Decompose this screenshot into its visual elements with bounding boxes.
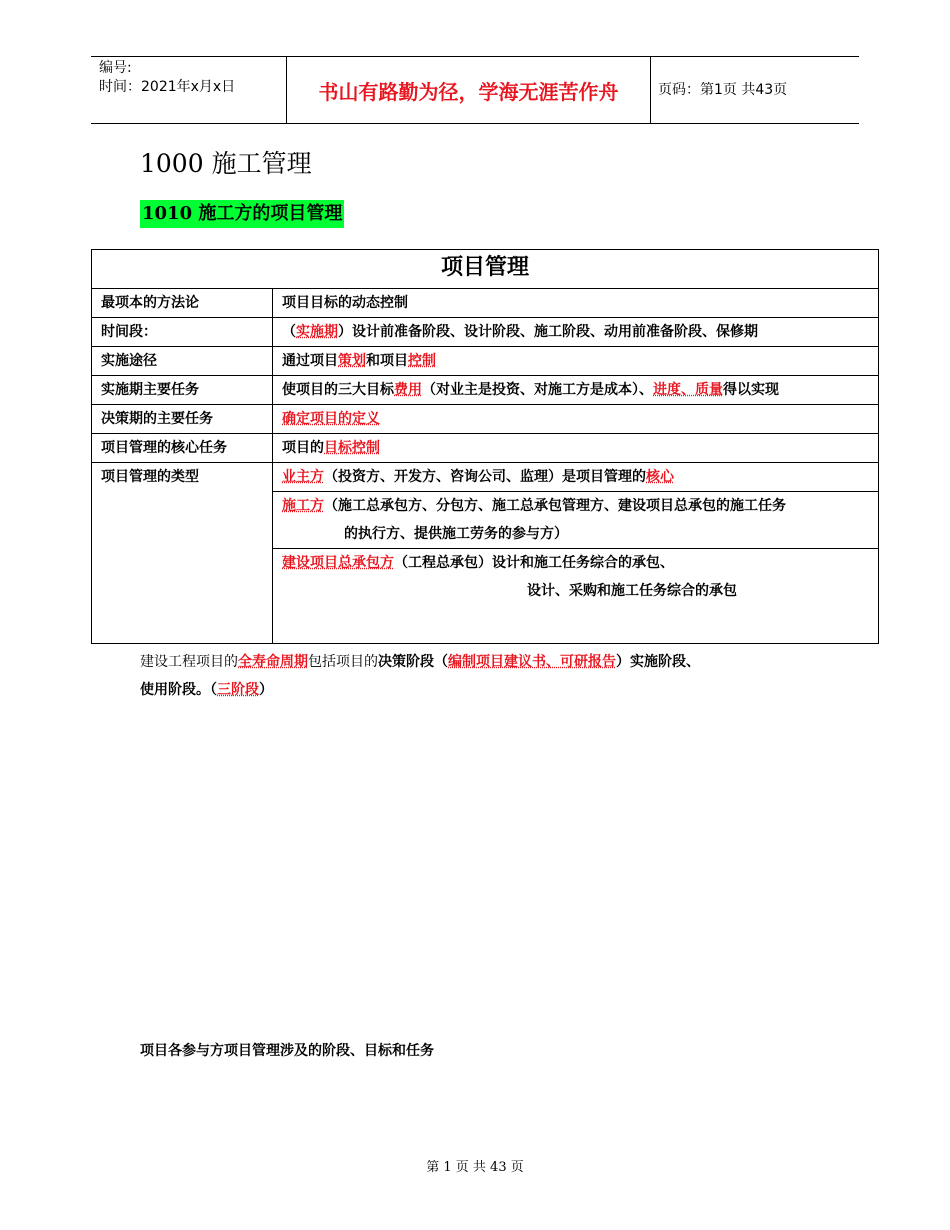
table-row [92, 376, 879, 405]
row-value: 确定项目的定义 [273, 405, 879, 434]
heading-1: 1000 施工管理 [140, 149, 312, 178]
header-motto: 书山有路勤为径，学海无涯苦作舟 [286, 57, 651, 123]
heading-2: 1010 施工方的项目管理 [140, 200, 344, 228]
table-row [92, 463, 879, 492]
type-contractor: 施工方（施工总承包方、分包方、施工总承包管理方、建设项目总承包的施工任务 的执行方、提供施工劳务的参与方） [273, 492, 879, 549]
number-label: 编号: [99, 60, 132, 76]
row-key: 实施期主要任务 [92, 376, 273, 405]
page-header [91, 56, 859, 124]
table-title: 项目管理 [92, 250, 879, 289]
row-key: 决策期的主要任务 [92, 405, 273, 434]
table-row [92, 318, 879, 347]
row-key: 实施途径 [92, 347, 273, 376]
row-key: 时间段： [92, 318, 273, 347]
table-row [92, 405, 879, 434]
row-value: （实施期）设计前准备阶段、设计阶段、施工阶段、动用前准备阶段、保修期 [273, 318, 879, 347]
header-page-code: 页码：第1页 共43页 [658, 82, 788, 98]
lifecycle-paragraph: 建设工程项目的全寿命周期包括项目的决策阶段（编制项目建议书、可研报告）实施阶段、 使用阶段。（三阶段） [140, 654, 700, 698]
type-owner: 业主方（投资方、开发方、咨询公司、监理）是项目管理的核心 [273, 463, 879, 492]
row-value: 项目的目标控制 [273, 434, 879, 463]
row-value: 项目目标的动态控制 [273, 289, 879, 318]
header-left-cell [99, 59, 235, 97]
row-value: 使项目的三大目标费用（对业主是投资、对施工方是成本）、进度、质量得以实现 [273, 376, 879, 405]
time-label: 时间：2021年x月x日 [99, 79, 236, 95]
page-footer: 第 1 页 共 43 页 [426, 1160, 524, 1175]
row-key: 最项本的方法论 [92, 289, 273, 318]
row-key: 项目管理的核心任务 [92, 434, 273, 463]
table-row [92, 347, 879, 376]
section-title: 项目各参与方项目管理涉及的阶段、目标和任务 [140, 1043, 434, 1059]
table-row [92, 434, 879, 463]
row-key: 项目管理的类型 [92, 463, 273, 644]
table-row [92, 289, 879, 318]
project-management-table [91, 249, 879, 644]
type-general-contractor: 建设项目总承包方（工程总承包）设计和施工任务综合的承包、 设计、采购和施工任务综合的承包 [273, 549, 879, 644]
row-value: 通过项目策划和项目控制 [273, 347, 879, 376]
